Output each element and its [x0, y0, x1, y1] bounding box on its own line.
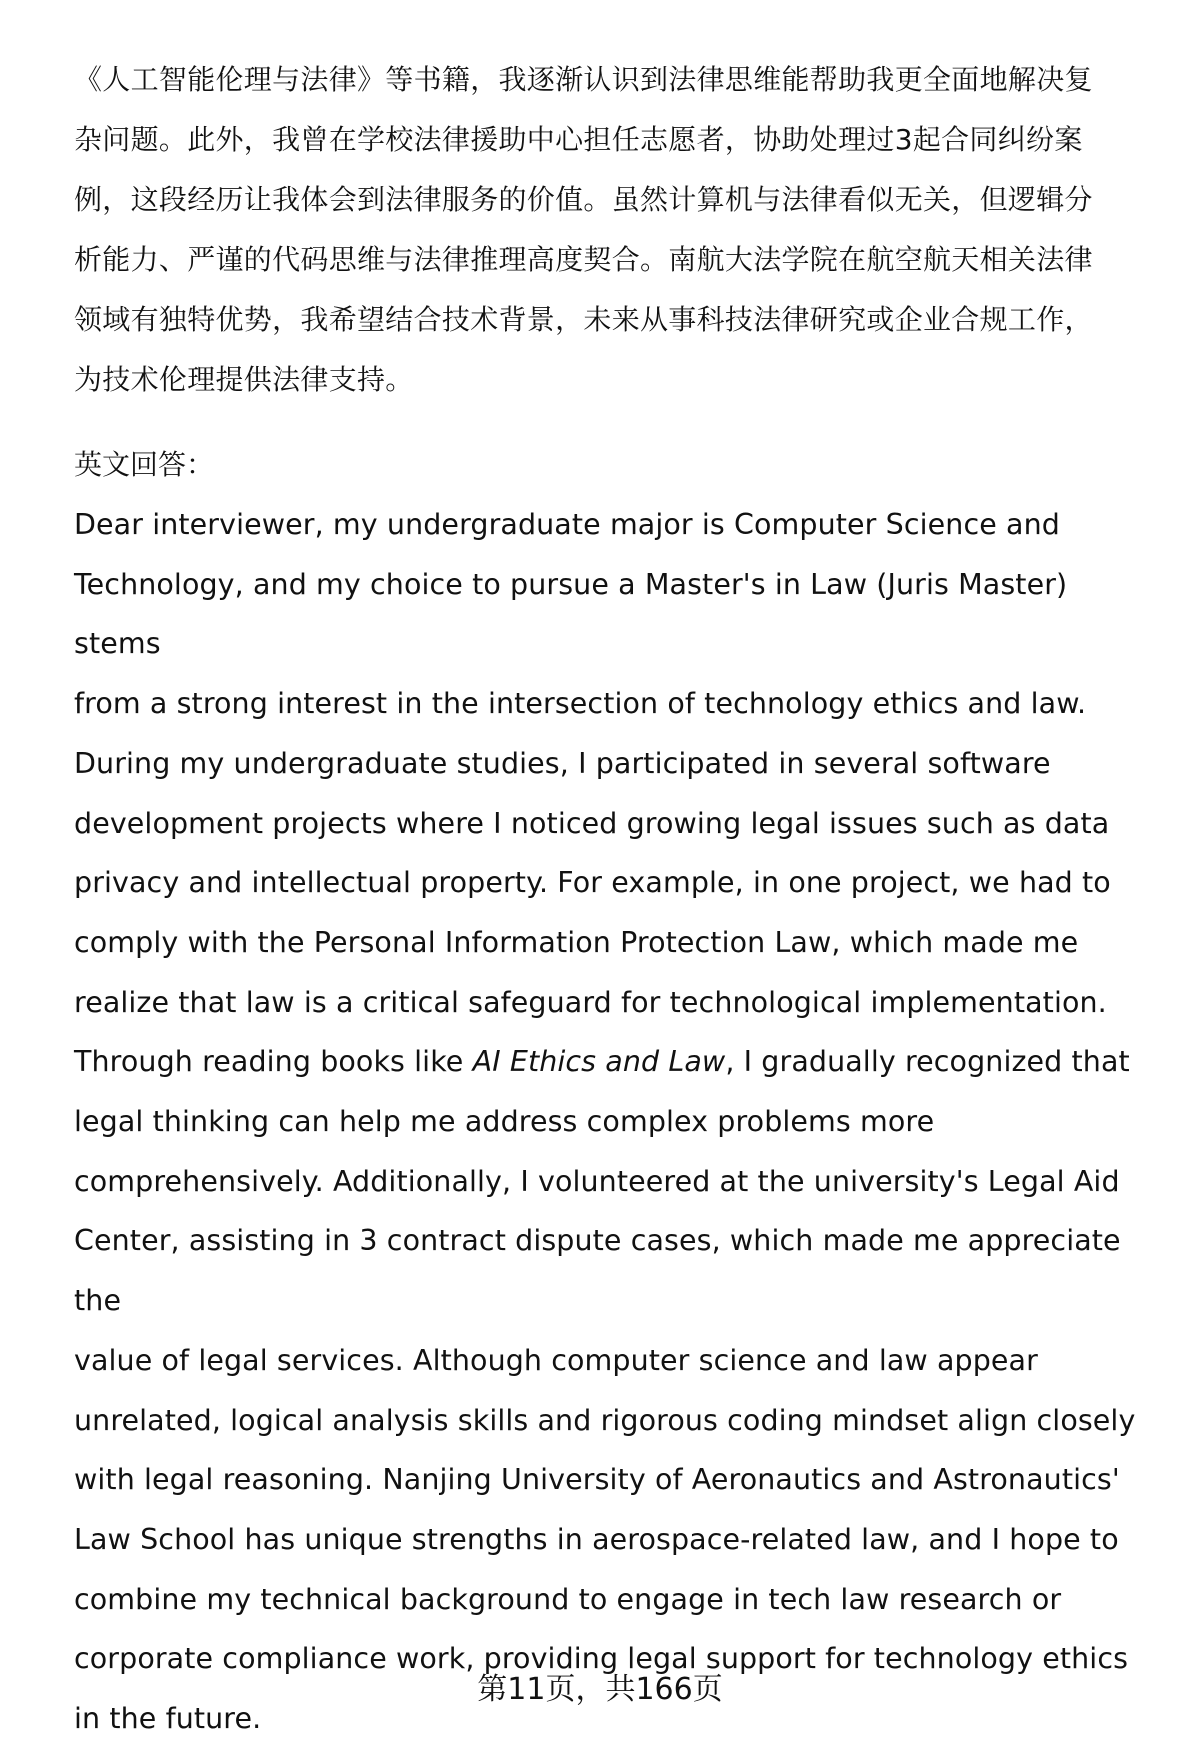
document-page [74, 50, 1154, 1749]
chinese-paragraph [74, 50, 1154, 410]
en-line-with-book-title [74, 1032, 1154, 1092]
en-line: comprehensively. Additionally, I volunteered at the university's Legal Aid [74, 1164, 1120, 1198]
en-line: privacy and intellectual property. For example, in one project, we had to [74, 866, 1111, 900]
english-paragraph [74, 495, 1154, 1749]
en-line: development projects where I noticed growing legal issues such as data [74, 806, 1110, 840]
english-answer-label: 英文回答： [74, 448, 215, 481]
en-line: legal thinking can help me address complex problems more [74, 1105, 935, 1139]
en-line: corporate compliance work, providing legal support for technology ethics [74, 1642, 1129, 1676]
en-line: with legal reasoning. Nanjing University of Aeronautics and Astronautics' [74, 1463, 1120, 1497]
en-line: in the future. [74, 1702, 262, 1736]
en-line: unrelated, logical analysis skills and rigorous coding mindset align closely [74, 1403, 1136, 1437]
zh-line: 为技术伦理提供法律支持。 [74, 363, 414, 396]
zh-line: 例，这段经历让我体会到法律服务的价值。虽然计算机与法律看似无关，但逻辑分 [74, 183, 1093, 216]
en-line: During my undergraduate studies, I participated in several software [74, 746, 1051, 780]
book-title: AI Ethics and Law [472, 1045, 726, 1079]
en-line: value of legal services. Although computer science and law appear [74, 1343, 1038, 1377]
en-line: Law School has unique strengths in aerospace-related law, and I hope to [74, 1522, 1119, 1556]
en-line: combine my technical background to engage in tech law research or [74, 1582, 1062, 1616]
zh-line: 析能力、严谨的代码思维与法律推理高度契合。南航大法学院在航空航天相关法律 [74, 243, 1093, 276]
en-line: Center, assisting in 3 contract dispute cases, which made me appreciate the [74, 1224, 1121, 1318]
zh-line: 《人工智能伦理与法律》等书籍，我逐渐认识到法律思维能帮助我更全面地解决复 [74, 63, 1093, 96]
en-line: from a strong interest in the intersection of technology ethics and law. [74, 687, 1087, 721]
en-line: Dear interviewer, my undergraduate major is Computer Science and [74, 508, 1060, 541]
zh-line: 杂问题。此外，我曾在学校法律援助中心担任志愿者，协助处理过3起合同纠纷案 [74, 123, 1083, 156]
en-line: Technology, and my choice to pursue a Master's in Law (Juris Master) stems [74, 567, 1068, 661]
en-line-suffix: , I gradually recognized that [725, 1045, 1130, 1079]
en-line-prefix: Through reading books like [74, 1045, 473, 1079]
zh-line: 领域有独特优势，我希望结合技术背景，未来从事科技法律研究或企业合规工作， [74, 303, 1093, 336]
en-line: comply with the Personal Information Protection Law, which made me [74, 925, 1079, 959]
en-line: realize that law is a critical safeguard for technological implementation. [74, 985, 1107, 1019]
page-number-footer: 第11页，共166页 [477, 1672, 723, 1707]
